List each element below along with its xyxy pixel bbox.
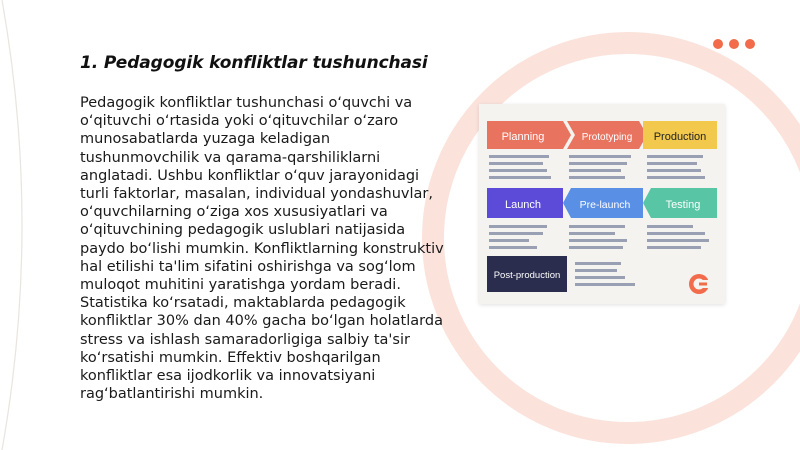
stage-prelaunch-label: Pre-launch <box>579 199 631 211</box>
prelaunch-details <box>569 225 627 249</box>
decorative-dots <box>713 39 755 49</box>
process-figure <box>479 104 725 304</box>
stage-production-label: Production <box>653 131 707 143</box>
stage-planning-label: Planning <box>501 131 545 143</box>
dot-icon <box>729 39 739 49</box>
production-details <box>647 155 705 179</box>
prototyping-details <box>569 155 631 179</box>
slide-body-text: Pedagogik konfliktlar tushunchasi o‘quvchi va o‘qituvchi o‘rtasida yoki o‘qituvchilar o‘zaro munosabatlarda yuzaga keladigan tushunmovchilik va qarama-qarshiliklarni anglatadi. Ushbu konfliktlar o‘quv jarayonidagi turli faktorlar, masalan, individual yondashuvlar, o‘quvchilarning o‘ziga xos xususiyatlari va o‘qituvchining pedagogik uslublari natijasida paydo bo‘lishi mumkin. Konfliktlarning konstruktiv hal etilishi ta'lim sifatini oshirishga va sog‘lom muloqot muhitini yaratishga yordam beradi. Statistika ko‘rsatadi, maktablarda pedagogik konfliktlar 30% dan 40% gacha bo‘lgan holatlarda stress va ishlash samaradorligiga salbiy ta'sir ko‘rsatishi mumkin. Effektiv boshqarilgan konfliktlar esa ijodkorlik va innovatsiyani rag‘batlantirishi mumkin. <box>80 95 444 403</box>
g2-logo <box>689 274 710 294</box>
stage-testing-label: Testing <box>665 199 701 211</box>
left-arc <box>2 0 22 450</box>
stage-launch-label: Launch <box>504 199 542 211</box>
planning-details <box>489 155 551 179</box>
stage-postproduction-label: Post-production <box>493 270 561 281</box>
slide-title: 1. Pedagogik konfliktlar tushunchasi <box>80 53 428 73</box>
testing-details <box>647 225 709 249</box>
stage-prototyping-label: Prototyping <box>581 132 633 143</box>
dot-icon <box>713 39 723 49</box>
dot-icon <box>745 39 755 49</box>
launch-details <box>489 225 547 249</box>
postproduction-details <box>575 262 635 286</box>
